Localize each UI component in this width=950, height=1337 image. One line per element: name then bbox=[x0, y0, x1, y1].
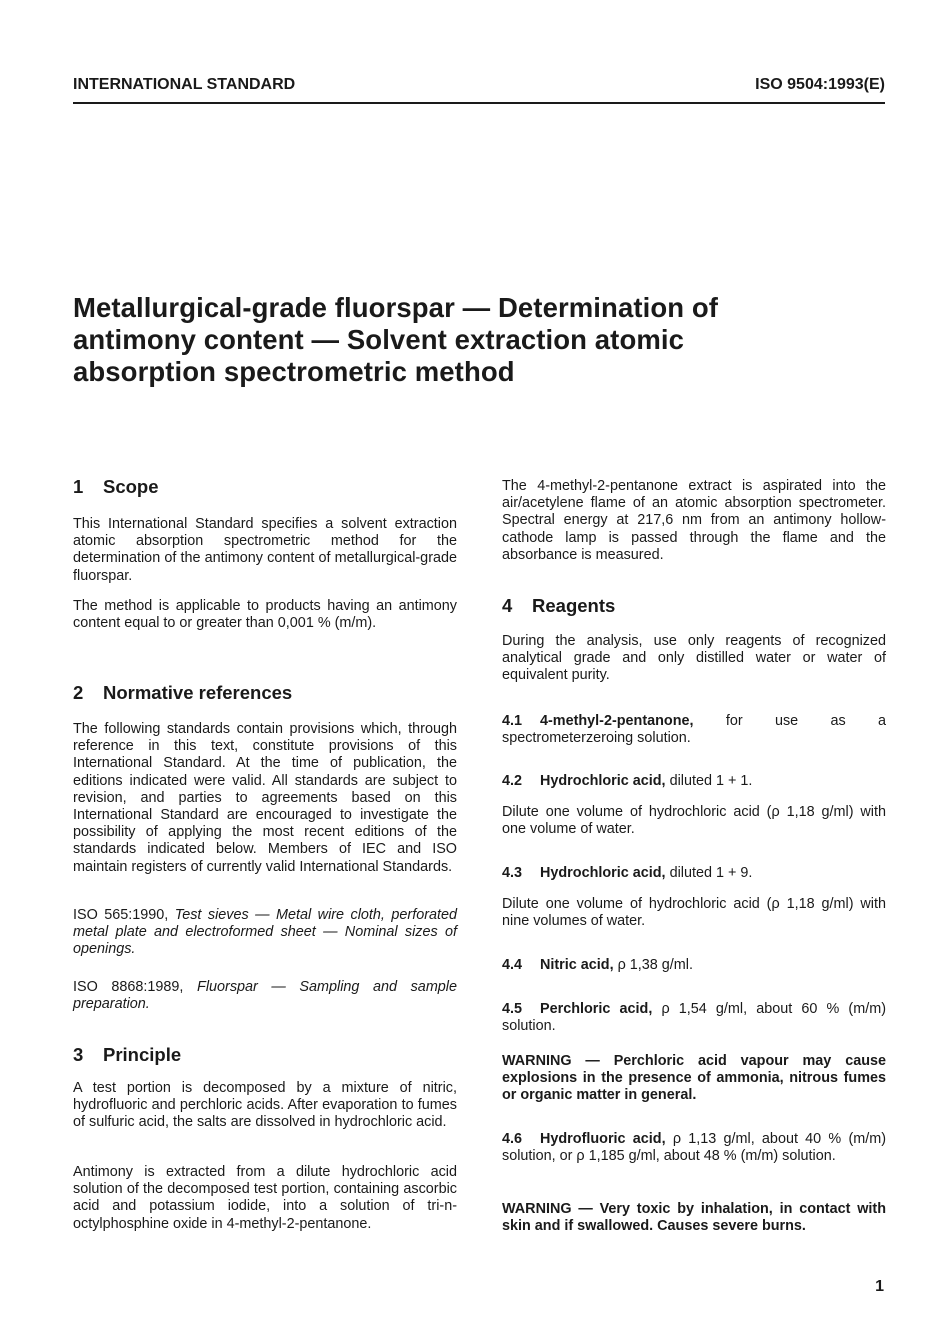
reagent-name: Hydrochloric acid, bbox=[540, 865, 666, 881]
section-principle-heading bbox=[73, 1044, 457, 1066]
principle-paragraph-1: A test portion is decomposed by a mixture of nitric, hydrofluoric and perchloric acids. After evaporation to fumes of sulfuric acid, the salts are dissolved in hydrochloric acid. bbox=[73, 1080, 457, 1131]
section-number: 2 bbox=[73, 682, 84, 703]
section-title: Principle bbox=[103, 1044, 182, 1065]
title-line-3: absorption spectrometric method bbox=[73, 356, 515, 387]
reference-iso-8868 bbox=[73, 979, 457, 1013]
reagent-4-3-description: Dilute one volume of hydrochloric acid (ρ 1,18 g/ml) with nine volumes of water. bbox=[502, 896, 886, 930]
reagent-4-2 bbox=[502, 773, 886, 790]
section-number: 1 bbox=[73, 476, 84, 497]
page-number: 1 bbox=[875, 1278, 884, 1295]
scope-paragraph-2: The method is applicable to products having an antimony content equal to or greater than 0,001 % (m/m). bbox=[73, 598, 457, 632]
section-normative-heading bbox=[73, 682, 457, 704]
reference-title: Test sieves — Metal wire cloth, perforated metal plate and electroformed sheet — Nominal sizes of openings. bbox=[73, 907, 457, 958]
reagent-name: Hydrofluoric acid, bbox=[540, 1131, 666, 1147]
reagent-4-3 bbox=[502, 865, 886, 882]
hydrofluoric-warning: WARNING — Very toxic by inhalation, in contact with skin and if swallowed. Causes severe burns. bbox=[502, 1201, 886, 1235]
reagent-4-5 bbox=[502, 1001, 886, 1035]
reagents-intro: During the analysis, use only reagents of recognized analytical grade and only distilled water or water of equivalent purity. bbox=[502, 633, 886, 684]
reagent-name: Hydrochloric acid, bbox=[540, 773, 666, 789]
principle-paragraph-2: Antimony is extracted from a dilute hydrochloric acid solution of the decomposed test portion, containing ascorbic acid and potassium iodide, into a solution of tri-n-octylphosphine oxide in 4-methyl-2-pentanone. bbox=[73, 1164, 457, 1232]
document-title bbox=[73, 292, 873, 388]
reagent-number: 4.6 bbox=[502, 1131, 523, 1147]
reagent-4-1 bbox=[502, 713, 886, 747]
section-title: Normative references bbox=[103, 682, 293, 703]
perchloric-warning: WARNING — Perchloric acid vapour may cause explosions in the presence of ammonia, nitrous fumes or organic matter in general. bbox=[502, 1053, 886, 1104]
page-header bbox=[73, 74, 885, 104]
reagent-text: diluted 1 + 1. bbox=[669, 773, 753, 789]
reagent-name: 4-methyl-2-pentanone, bbox=[540, 713, 694, 729]
reagent-number: 4.3 bbox=[502, 865, 523, 881]
normative-paragraph: The following standards contain provisions which, through reference in this text, constitute provisions of this International Standard. At the time of publication, the editions indicated were valid. All standards are subject to revision, and parties to agreements based on this International Standard are encouraged to investigate the possibility of applying the most recent editions of the standards indicated below. Members of IEC and ISO maintain registers of currently valid International Standards. bbox=[73, 721, 457, 875]
reagent-text: ρ 1,13 g/ml, about 40 % (m/m) solution, or ρ 1,185 g/ml, about 48 % (m/m) solution. bbox=[502, 1131, 887, 1165]
reagent-text: ρ 1,38 g/ml. bbox=[617, 957, 693, 973]
section-number: 4 bbox=[502, 595, 513, 616]
reference-iso-565 bbox=[73, 907, 457, 959]
section-reagents-heading bbox=[502, 595, 886, 617]
reagent-number: 4.1 bbox=[502, 713, 523, 729]
section-scope-heading bbox=[73, 476, 457, 498]
reagent-4-4 bbox=[502, 957, 886, 974]
reagent-4-2-description: Dilute one volume of hydrochloric acid (ρ 1,18 g/ml) with one volume of water. bbox=[502, 804, 886, 838]
section-title: Reagents bbox=[532, 595, 616, 616]
reagent-text: for use as a spectrometerzeroing solution. bbox=[502, 713, 887, 747]
section-number: 3 bbox=[73, 1044, 84, 1065]
reagent-name: Nitric acid, bbox=[540, 957, 614, 973]
scope-paragraph-1: This International Standard specifies a solvent extraction atomic absorption spectrometric method for the determination of the antimony content of metallurgical-grade fluorspar. bbox=[73, 516, 457, 584]
reference-code: ISO 565:1990, bbox=[73, 907, 169, 923]
reagent-number: 4.2 bbox=[502, 773, 523, 789]
reagent-name: Perchloric acid, bbox=[540, 1001, 653, 1017]
reagent-text: diluted 1 + 9. bbox=[669, 865, 753, 881]
reference-code: ISO 8868:1989, bbox=[73, 979, 184, 995]
reagent-text: ρ 1,54 g/ml, about 60 % (m/m) solution. bbox=[502, 1001, 886, 1035]
standard-number: ISO 9504:1993(E) bbox=[755, 76, 885, 93]
principle-paragraph-3: The 4-methyl-2-pentanone extract is aspirated into the air/acetylene flame of an atomic absorption spectrometer. Spectral energy at 217,6 nm from an antimony hollow-cathode lamp is passed through the flame and the absorbance is measured. bbox=[502, 478, 886, 563]
reagent-number: 4.5 bbox=[502, 1001, 523, 1017]
reference-title: Fluorspar — Sampling and sample preparation. bbox=[73, 979, 458, 1013]
section-title: Scope bbox=[103, 476, 159, 497]
document-type: INTERNATIONAL STANDARD bbox=[73, 76, 296, 93]
reagent-4-6 bbox=[502, 1131, 886, 1165]
title-line-1: Metallurgical-grade fluorspar — Determination of bbox=[73, 292, 719, 323]
reagent-number: 4.4 bbox=[502, 957, 523, 973]
title-line-2: antimony content — Solvent extraction atomic bbox=[73, 324, 685, 355]
